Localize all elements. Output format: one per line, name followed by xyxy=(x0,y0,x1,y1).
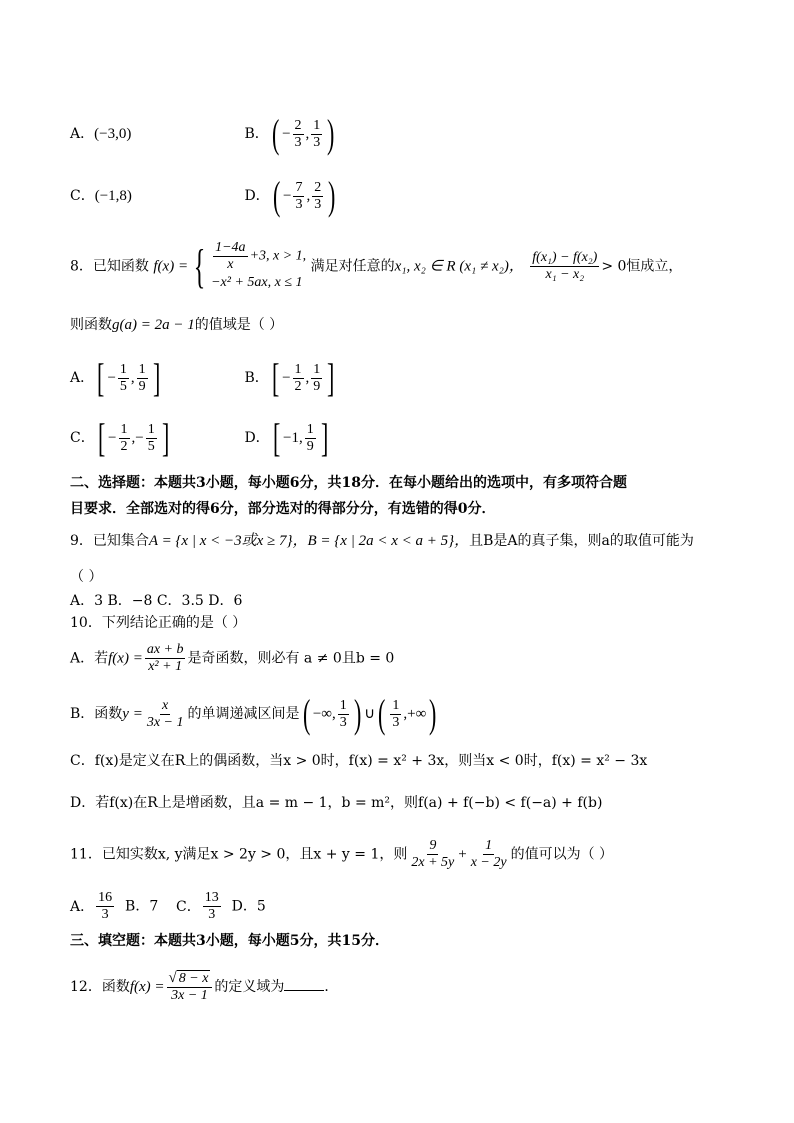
q11-options xyxy=(70,890,266,923)
q12-stem: 12．函数f(x) = $\frac{√ 8 - x}{3x - 1}$ 的定义域为 ． xyxy=(70,970,339,1003)
q7-option-c[interactable]: C．(−1,8) xyxy=(70,188,132,204)
q7-option-row-1 xyxy=(70,111,338,156)
q11-option-a[interactable]: A． $\frac{16}{3}$ xyxy=(70,890,113,922)
q7-option-b[interactable]: B．( − $\frac{2}{3}$ , $\frac{1}{3}$ ) xyxy=(244,111,335,156)
q10-stem: 10．下列结论正确的是（ ） xyxy=(70,615,247,631)
q8-piecewise: $\frac{1-4a}{x}$ +3, x > 1, −x² + 5ax, x ≤ 1 xyxy=(211,240,307,290)
q12-answer-blank[interactable] xyxy=(284,976,324,991)
q7-option-a[interactable]: A．(−3,0) xyxy=(70,126,132,142)
q8-option-a[interactable]: A．[ − $\frac{1}{5}$ , $\frac{1}{9}$ ] xyxy=(70,355,161,400)
q10-option-c[interactable]: C．f(x)是定义在R上的偶函数，当x > 0时，f(x) = x² + 3x，则当x < 0时，f(x) = x² − 3x xyxy=(70,753,648,769)
q8-stem: 8．已知函数 f(x) = { $\frac{1-4a}{x}$ +3, x > 1, −x² + 5ax, x ≤ 1 满足对任意的x₁, x₂ ∈ R (x₁ ≠ x₂)， $\frac{\text{f(x₁) − f(x₂)}}{\text{x₁ − x₂}}$ > 0恒成立， xyxy=(70,239,683,293)
q7-option-d[interactable]: D．( − $\frac{7}{3}$ , $\frac{2}{3}$ ) xyxy=(244,173,336,218)
q8-option-row-1 xyxy=(70,355,338,400)
q8-option-b[interactable]: B．[ − $\frac{1}{2}$ , $\frac{1}{9}$ ] xyxy=(244,355,335,400)
q8-option-row-2 xyxy=(70,415,331,460)
q10-option-d[interactable]: D．若f(x)在R上是增函数，且a = m − 1，b = m²，则f(a) + f(−b) < f(−a) + f(b) xyxy=(70,795,603,811)
q9-options[interactable]: A．3 B．−8 C．3.5 D．6 xyxy=(70,593,243,609)
q11-option-d[interactable]: D．5 xyxy=(231,898,266,915)
q10-option-b[interactable]: B．函数y = $\frac{x}{3x - 1}$ 的单调递减区间是( −∞, $\frac{1}{3}$ ) ∪( $\frac{1}{3}$ ,+∞) xyxy=(70,691,437,736)
q8-option-c[interactable]: C．[ − $\frac{1}{2}$ ,− $\frac{1}{5}$ ] xyxy=(70,415,170,460)
section-3-heading: 三、填空题：本题共3小题，每小题5分，共15分． xyxy=(70,933,389,949)
q11-option-b[interactable]: B．7 xyxy=(125,898,159,915)
q10-option-a[interactable]: A．若f(x) = $\frac{ax + b}{\text{x² + 1}}$ 是奇函数，则必有 a ≠ 0且b = 0 xyxy=(70,642,395,674)
section-2-heading-line2: 目要求．全部选对的得6分，部分选对的得部分分，有选错的得0分． xyxy=(70,501,496,517)
q11-stem: 11．已知实数x, y满足x > 2y > 0，且x + y = 1，则 $\frac{9}{2x + 5y}$ + $\frac{1}{x - 2y}$ 的值可以为（ ） xyxy=(70,838,614,870)
q11-option-c[interactable]: C． $\frac{13}{3}$ xyxy=(176,890,219,922)
q9-paren: （ ） xyxy=(70,569,103,585)
q8-line2: 则函数g(a) = 2a − 1的值域是（ ） xyxy=(70,317,284,333)
q7-option-row-2 xyxy=(70,173,339,218)
q8-ratio: $\frac{\text{f(x₁) − f(x₂)}}{\text{x₁ − x₂}}$ xyxy=(532,250,598,282)
section-2-heading-line1: 二、选择题：本题共3小题，每小题6分，共18分．在每小题给出的选项中，有多项符合题 xyxy=(70,475,627,491)
q8-option-d[interactable]: D．[ −1, $\frac{1}{9}$ ] xyxy=(244,415,329,460)
q9-stem: 9．已知集合A = {x | x < −3或x ≥ 7}，B = {x | 2a < x < a + 5}，且B是A的真子集，则a的取值可能为 xyxy=(70,533,694,549)
